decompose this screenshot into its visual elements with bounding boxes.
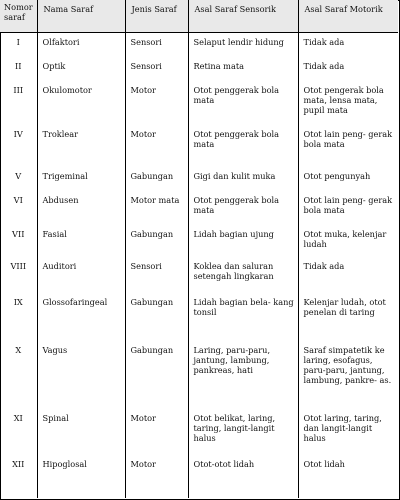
header-nama-saraf: Nama Saraf xyxy=(37,0,125,33)
table-row xyxy=(0,33,398,57)
header-jenis-saraf: Jenis Saraf xyxy=(125,0,188,33)
nerve-type: Gabungan xyxy=(125,225,188,257)
nerve-sensory-origin: Lidah bagian bela- kang tonsil xyxy=(188,293,298,341)
nerve-sensory-origin: Lidah bagian ujung xyxy=(188,225,298,257)
nerve-number: VIII xyxy=(0,257,37,293)
table-row xyxy=(0,191,398,225)
nerve-name: Glossofaringeal xyxy=(37,293,125,341)
table-row xyxy=(0,293,398,341)
table-row xyxy=(0,167,398,191)
nerve-name: Hipoglosal xyxy=(37,455,125,499)
nerve-motor-origin: Tidak ada xyxy=(298,257,398,293)
table-row xyxy=(0,341,398,409)
nerve-sensory-origin: Koklea dan saluran setengah lingkaran xyxy=(188,257,298,293)
nerve-motor-origin: Otot lidah xyxy=(298,455,398,499)
nerve-number: II xyxy=(0,57,37,81)
nerve-sensory-origin: Retina mata xyxy=(188,57,298,81)
nerve-type: Sensori xyxy=(125,257,188,293)
nerve-sensory-origin: Otot penggerak bola mata xyxy=(188,125,298,167)
nerve-name: Vagus xyxy=(37,341,125,409)
nerve-motor-origin: Otot lain peng- gerak bola mata xyxy=(298,191,398,225)
nerve-number: VII xyxy=(0,225,37,257)
nerve-sensory-origin: Laring, paru-paru, jantung, lambung, pankreas, hati xyxy=(188,341,298,409)
table-row xyxy=(0,257,398,293)
nerve-sensory-origin: Gigi dan kulit muka xyxy=(188,167,298,191)
nerve-type: Sensori xyxy=(125,33,188,57)
nerve-motor-origin: Otot laring, taring, dan langit-langit halus xyxy=(298,409,398,455)
table-row xyxy=(0,455,398,499)
nerve-name: Optik xyxy=(37,57,125,81)
nerve-number: XII xyxy=(0,455,37,499)
nerve-number: V xyxy=(0,167,37,191)
nerve-sensory-origin: Otot belikat, laring, taring, langit-langit halus xyxy=(188,409,298,455)
header-nomor-saraf: Nomor saraf xyxy=(0,0,37,33)
nerve-motor-origin: Kelenjar ludah, otot penelan di taring xyxy=(298,293,398,341)
nerve-number: XI xyxy=(0,409,37,455)
nerve-name: Troklear xyxy=(37,125,125,167)
table-row xyxy=(0,409,398,455)
nerve-type: Gabungan xyxy=(125,341,188,409)
nerve-type: Motor xyxy=(125,81,188,125)
nerve-name: Spinal xyxy=(37,409,125,455)
nerve-name: Okulomotor xyxy=(37,81,125,125)
nerve-sensory-origin: Otot penggerak bola mata xyxy=(188,191,298,225)
nerve-name: Auditori xyxy=(37,257,125,293)
nerve-motor-origin: Otot lain peng- gerak bola mata xyxy=(298,125,398,167)
table-header-row xyxy=(0,0,398,33)
nerve-sensory-origin: Otot penggerak bola mata xyxy=(188,81,298,125)
nerve-type: Motor mata xyxy=(125,191,188,225)
nerve-sensory-origin: Selaput lendir hidung xyxy=(188,33,298,57)
nerve-name: Trigeminal xyxy=(37,167,125,191)
nerve-name: Abdusen xyxy=(37,191,125,225)
nerve-number: VI xyxy=(0,191,37,225)
nerve-number: III xyxy=(0,81,37,125)
nerve-type: Gabungan xyxy=(125,293,188,341)
table-row xyxy=(0,225,398,257)
nerve-sensory-origin: Otot-otot lidah xyxy=(188,455,298,499)
nerve-number: I xyxy=(0,33,37,57)
nerve-type: Motor xyxy=(125,455,188,499)
nerve-motor-origin: Otot pengunyah xyxy=(298,167,398,191)
header-asal-saraf-sensorik: Asal Saraf Sensorik xyxy=(188,0,298,33)
nerve-motor-origin: Otot pengerak bola mata, lensa mata, pupil mata xyxy=(298,81,398,125)
nerve-motor-origin: Saraf simpatetik ke laring, esofagus, paru-paru, jantung, lambung, pankre- as. xyxy=(298,341,398,409)
nerve-number: X xyxy=(0,341,37,409)
nerve-number: IV xyxy=(0,125,37,167)
table-row xyxy=(0,81,398,125)
nerve-name: Fasial xyxy=(37,225,125,257)
header-asal-saraf-motorik: Asal Saraf Motorik xyxy=(298,0,398,33)
nerve-number: IX xyxy=(0,293,37,341)
table-row xyxy=(0,125,398,167)
nerve-type: Motor xyxy=(125,409,188,455)
nerve-type: Gabungan xyxy=(125,167,188,191)
nerve-motor-origin: Tidak ada xyxy=(298,33,398,57)
nerve-motor-origin: Otot muka, kelenjar ludah xyxy=(298,225,398,257)
nerve-type: Sensori xyxy=(125,57,188,81)
nerve-name: Olfaktori xyxy=(37,33,125,57)
nerve-type: Motor xyxy=(125,125,188,167)
table-row xyxy=(0,57,398,81)
nerve-motor-origin: Tidak ada xyxy=(298,57,398,81)
